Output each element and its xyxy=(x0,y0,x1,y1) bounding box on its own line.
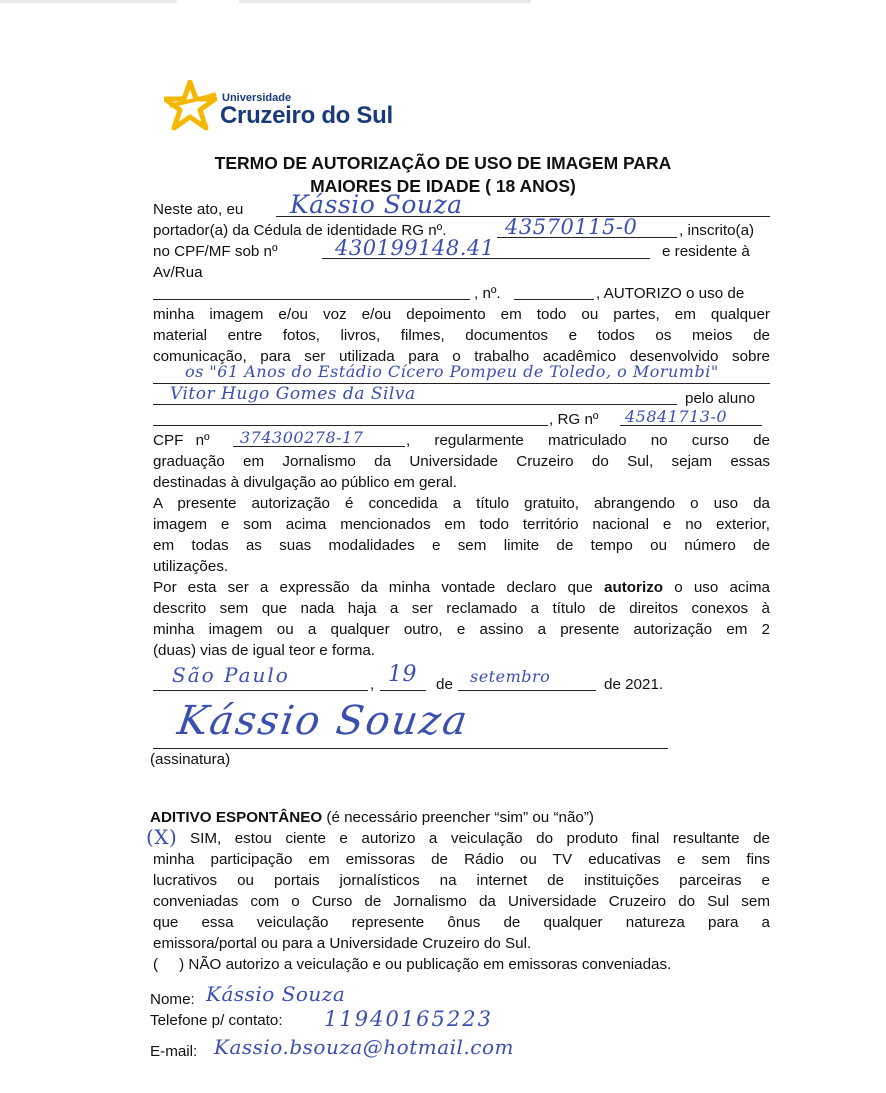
day-line xyxy=(380,690,426,691)
p1-line1: minha imagem e/ou voz e/ou depoimento em todo ou partes, em qualquer xyxy=(153,306,770,323)
document-title-line2: MAIORES DE IDADE ( 18 ANOS) xyxy=(310,176,576,196)
signature-line xyxy=(153,748,668,749)
work-handwritten: os "61 Anos do Estádio Cícero Pompeu de Toledo, o Morumbi" xyxy=(185,362,719,381)
street-line xyxy=(153,299,470,300)
p2-line1: , regularmente matriculado no curso de xyxy=(406,432,770,449)
nome-handwritten: Kássio Souza xyxy=(206,982,346,1006)
aditivo-bold: ADITIVO ESPONTÂNEO xyxy=(150,809,323,826)
comma: , xyxy=(370,676,375,693)
pb-line4: (duas) vias de igual teor e forma. xyxy=(153,642,376,659)
pb-post: o uso acima xyxy=(674,579,770,596)
day-handwritten: 19 xyxy=(388,662,417,687)
rg2-prefix-line xyxy=(153,425,548,426)
pa-line1: A presente autorização é concedida a título gratuito, abrangendo o uso da xyxy=(153,495,770,512)
student-line xyxy=(153,404,677,405)
telefone-handwritten: 11940165223 xyxy=(324,1007,493,1031)
sim-line3: lucrativos ou portais jornalísticos na internet de instituições parceiras e xyxy=(153,872,770,889)
cpf-handwritten: 430199148.41 xyxy=(335,236,495,260)
rg2-label: , RG nº xyxy=(549,411,599,428)
cpf2-handwritten: 374300278-17 xyxy=(240,428,364,447)
numero-label: , nº. xyxy=(474,285,501,302)
sim-line2: minha participação em emissoras de Rádio ou TV educativas e sem fins xyxy=(153,851,770,868)
rg-handwritten: 43570115-0 xyxy=(505,215,638,239)
pb-line3: minha imagem ou a qualquer outro, e assino a presente autorização em 2 xyxy=(153,621,770,638)
pb-line2: descrito sem que nada haja a ser reclamado a título de direitos conexos à xyxy=(153,600,770,617)
year-label: de 2021. xyxy=(604,676,664,693)
p1-line2: material entre fotos, livros, filmes, documentos e todos os meios de xyxy=(153,327,770,344)
scan-edge xyxy=(0,0,886,3)
city-handwritten: São Paulo xyxy=(172,663,290,687)
de-label: de xyxy=(436,676,453,693)
city-line xyxy=(153,690,368,691)
signature-label: (assinatura) xyxy=(150,751,231,768)
name-handwritten: Kássio Souza xyxy=(290,190,463,219)
pa-line2: imagem e som acima mencionados em todo território nacional e no exterior, xyxy=(153,516,770,533)
pa-line4: utilizações. xyxy=(153,558,229,575)
autorizo-label: , AUTORIZO o uso de xyxy=(596,285,745,302)
document-title-line1: TERMO DE AUTORIZAÇÃO DE USO DE IMAGEM PARA xyxy=(214,153,672,173)
neste-ato-label: Neste ato, eu xyxy=(153,201,244,218)
sim-line1: SIM, estou ciente e autorizo a veiculação do produto final resultante de xyxy=(190,830,770,847)
p2-line3: destinadas à divulgação ao público em geral. xyxy=(153,474,457,491)
aditivo-rest: (é necessário preencher “sim” ou “não”) xyxy=(326,809,594,826)
email-label: E-mail: xyxy=(150,1043,198,1060)
telefone-label: Telefone p/ contato: xyxy=(150,1012,283,1029)
pb-pre: Por esta ser a expressão da minha vontade declaro que xyxy=(153,579,593,596)
pb-bold: autorizo xyxy=(604,579,664,596)
logo-university-label: Universidade xyxy=(222,92,292,104)
pa-line3: em todas as suas modalidades e sem limite de tempo ou número de xyxy=(153,537,770,554)
p2-line2: graduação em Jornalismo da Universidade Cruzeiro do Sul, sejam essas xyxy=(153,453,770,470)
month-line xyxy=(458,690,596,691)
university-logo xyxy=(164,80,394,134)
rg2-handwritten: 45841713-0 xyxy=(625,407,728,426)
cpf2-label: CPF nº xyxy=(153,432,210,449)
nao-line: ( ) NÃO autorizo a veiculação e ou publicação em emissoras conveniadas. xyxy=(153,956,672,973)
sim-line4: conveniadas com o Curso de Jornalismo da Universidade Cruzeiro do Sul sem xyxy=(153,893,770,910)
pb-line1 xyxy=(153,578,770,598)
inscrito-label: , inscrito(a) xyxy=(679,222,755,239)
student-handwritten: Vitor Hugo Gomes da Silva xyxy=(170,384,416,404)
pelo-aluno-label: pelo aluno xyxy=(685,390,756,407)
sim-line5: que essa veiculação represente ônus de qualquer natureza para a xyxy=(153,914,770,931)
cpf-label: no CPF/MF sob nº xyxy=(153,243,278,260)
residente-label: e residente à xyxy=(662,243,750,260)
numero-line xyxy=(514,299,594,300)
signature-handwritten: Kássio Souza xyxy=(174,698,472,744)
sim-mark: (X) xyxy=(146,825,178,849)
month-handwritten: setembro xyxy=(470,667,551,686)
portador-label: portador(a) da Cédula de identidade RG nº. xyxy=(153,222,447,239)
avrua-label: Av/Rua xyxy=(153,264,203,281)
nome-label: Nome: xyxy=(150,991,195,1008)
star-icon xyxy=(164,80,220,132)
p1-line3: comunicação, para ser utilizada para o trabalho acadêmico desenvolvido sobre xyxy=(153,348,770,365)
sim-line6: emissora/portal ou para a Universidade Cruzeiro do Sul. xyxy=(153,935,532,952)
aditivo-title xyxy=(150,808,594,828)
logo-name: Cruzeiro do Sul xyxy=(220,102,393,129)
email-handwritten: Kassio.bsouza@hotmail.com xyxy=(214,1035,514,1059)
